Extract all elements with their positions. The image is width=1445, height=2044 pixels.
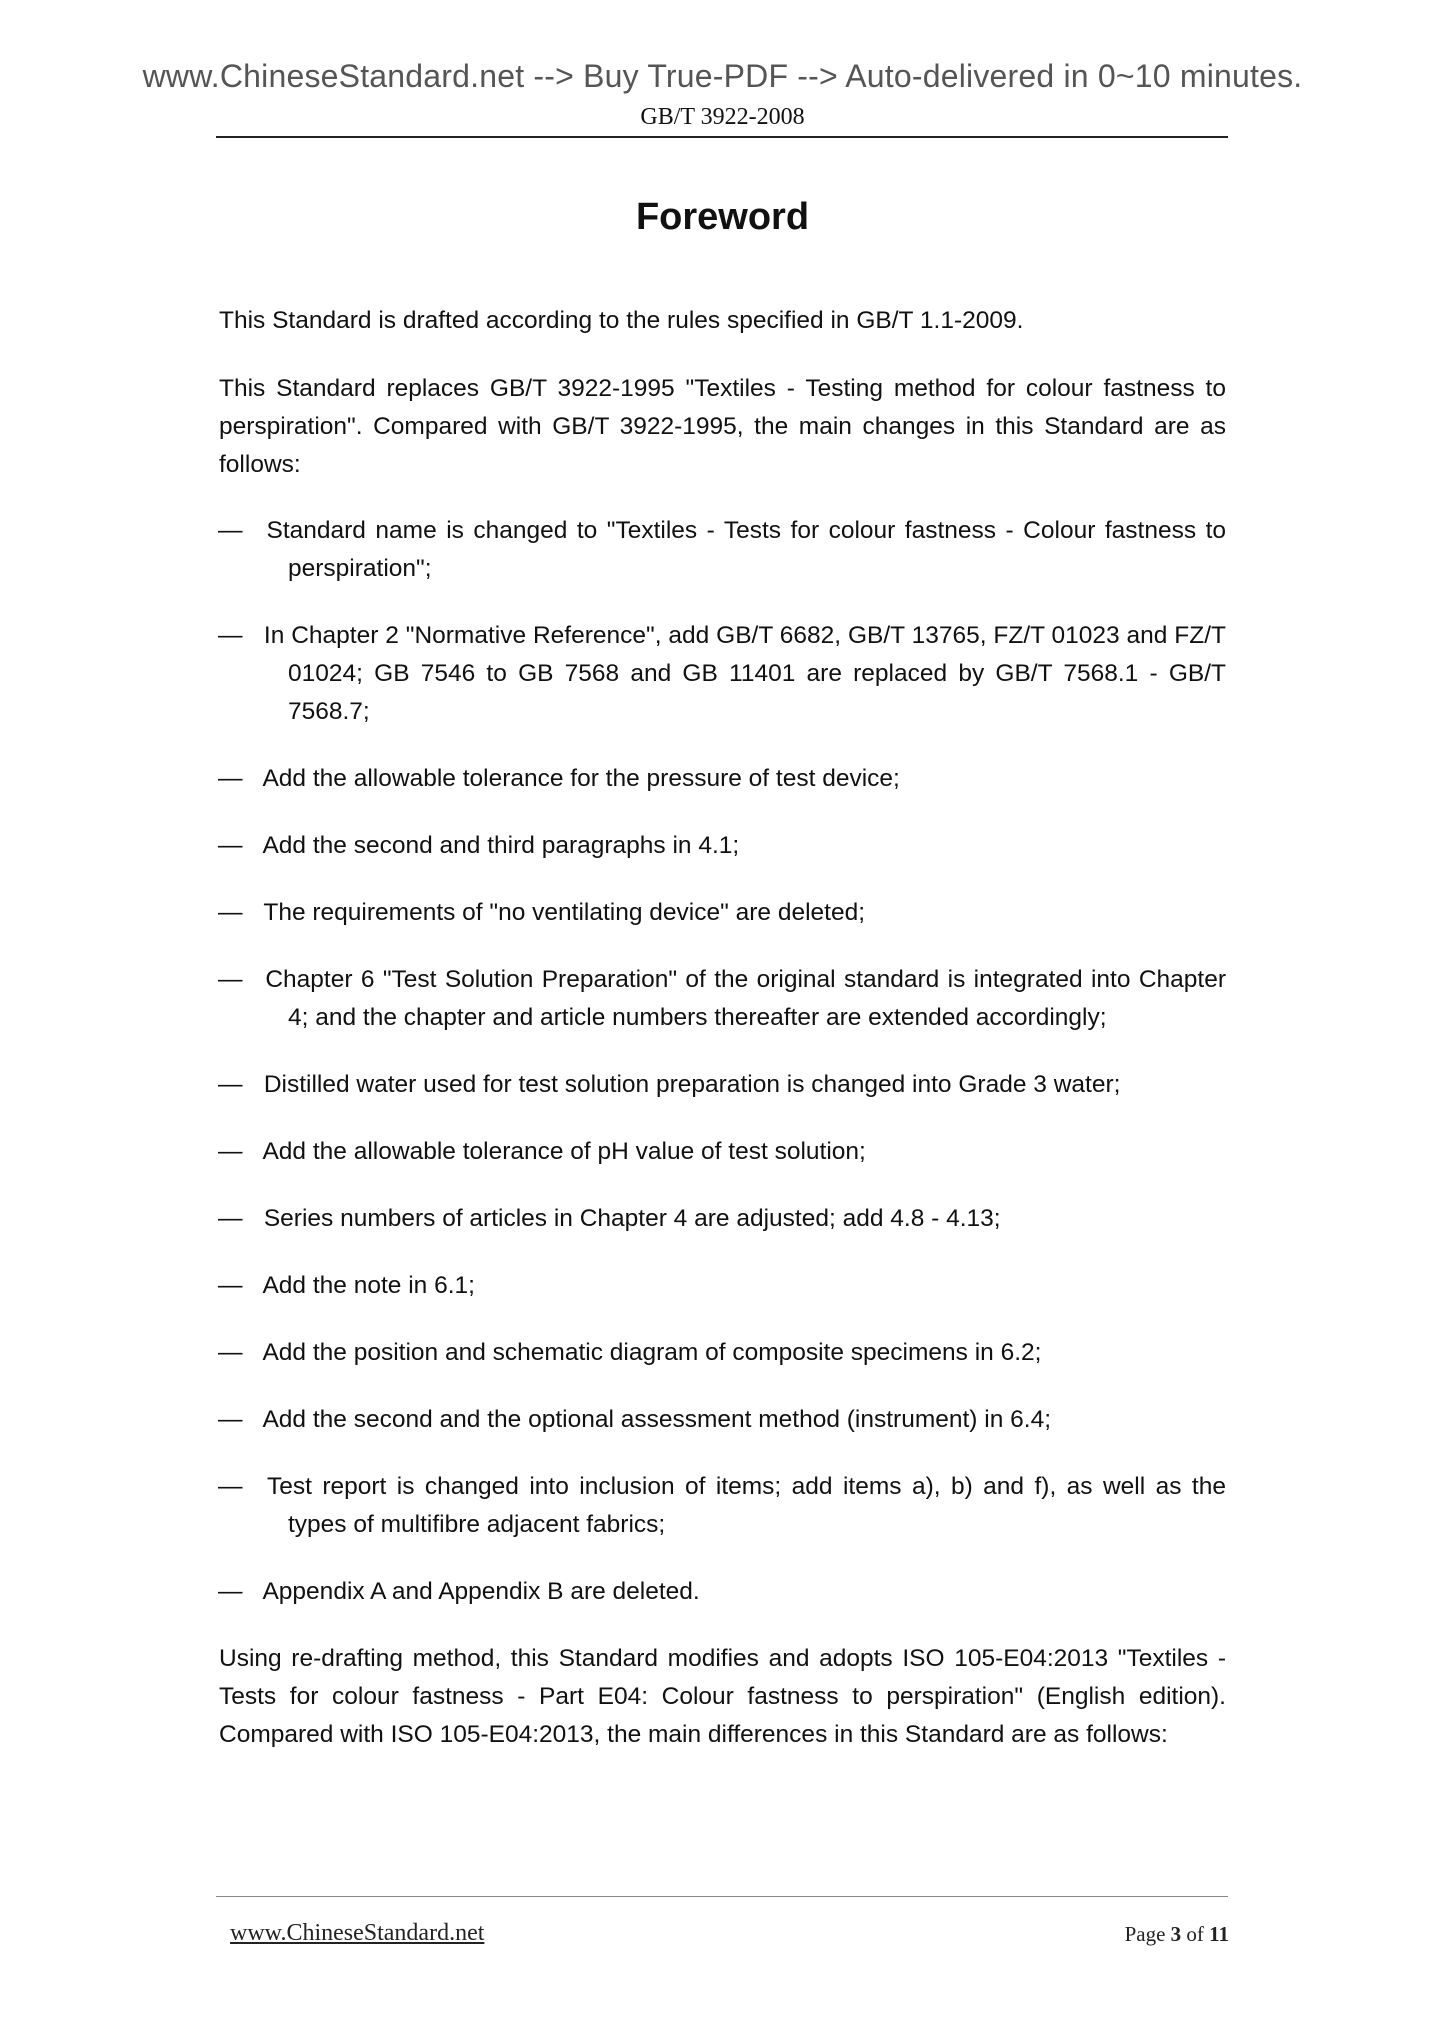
paragraph-drafting-rules: This Standard is drafted according to the rules specified in GB/T 1.1-2009. (219, 307, 1024, 334)
list-item-text: Series numbers of articles in Chapter 4 are adjusted; add 4.8 - 4.13; (263, 1205, 1001, 1232)
document-body (219, 302, 1226, 1782)
paragraph-iso-adoption: Using re-drafting method, this Standard modifies and adopts ISO 105-E04:2013 "Textiles - Tests for colour fastness - Part E04: Colour fastness to perspiration" (English edition). Compared with ISO 105-E04:2013, the main differences in this Standard are as follows: (219, 1645, 1226, 1748)
header-divider (216, 136, 1228, 138)
list-item-text: In Chapter 2 "Normative Reference", add GB/T 6682, GB/T 13765, FZ/T 01023 and FZ/T 01024; GB 7546 to GB 7568 and GB 11401 are replaced by GB/T 7568.1 - GB/T 7568.7; (263, 622, 1226, 725)
footer-divider (216, 1896, 1228, 1897)
list-item: — Add the allowable tolerance for the pressure of test device; (218, 765, 900, 792)
list-item: — Test report is changed into inclusion of items; add items a), b) and f), as well as the types of multifibre adjacent fabrics; (218, 1473, 1226, 1538)
list-item: — Add the allowable tolerance of pH value of test solution; (218, 1138, 866, 1165)
list-item: — Appendix A and Appendix B are deleted. (218, 1578, 700, 1605)
list-item-text: Appendix A and Appendix B are deleted. (262, 1578, 700, 1605)
standard-code: GB/T 3922-2008 (640, 104, 805, 130)
list-item: — Add the position and schematic diagram of composite specimens in 6.2; (218, 1339, 1042, 1366)
changes-list (219, 512, 1226, 1611)
list-item: — Add the second and third paragraphs in 4.1; (218, 832, 740, 859)
list-item: — Add the second and the optional assessment method (instrument) in 6.4; (218, 1406, 1052, 1433)
footer-site-link[interactable]: www.ChineseStandard.net (230, 1920, 485, 1946)
page-label: Page (1124, 1922, 1166, 1946)
page-title: Foreword (635, 196, 810, 238)
list-item: — In Chapter 2 "Normative Reference", add GB/T 6682, GB/T 13765, FZ/T 01023 and FZ/T 01024; GB 7546 to GB 7568 and GB 11401 are replaced by GB/T 7568.1 - GB/T 7568.7; (218, 622, 1226, 725)
list-item-text: Add the second and the optional assessment method (instrument) in 6.4; (262, 1406, 1052, 1433)
list-item: — Series numbers of articles in Chapter 4 are adjusted; add 4.8 - 4.13; (218, 1205, 1001, 1232)
page-total: 11 (1209, 1922, 1229, 1946)
page-of: of (1186, 1922, 1204, 1946)
list-item: — Chapter 6 "Test Solution Preparation" of the original standard is integrated into Chapter 4; and the chapter and article numbers thereafter are extended accordingly; (218, 966, 1226, 1031)
site-banner: www.ChineseStandard.net --> Buy True-PDF --> Auto-delivered in 0~10 minutes. (142, 58, 1303, 94)
list-item-text: Add the position and schematic diagram of composite specimens in 6.2; (262, 1339, 1042, 1366)
list-item: — Standard name is changed to "Textiles - Tests for colour fastness - Colour fastness to perspiration"; (218, 517, 1226, 582)
list-item-text: Add the note in 6.1; (262, 1272, 475, 1299)
list-item: — The requirements of "no ventilating device" are deleted; (218, 899, 866, 926)
list-item: — Distilled water used for test solution preparation is changed into Grade 3 water; (218, 1071, 1121, 1098)
list-item: — Add the note in 6.1; (218, 1272, 475, 1299)
list-item-text: Distilled water used for test solution preparation is changed into Grade 3 water; (263, 1071, 1121, 1098)
list-item-text: Chapter 6 "Test Solution Preparation" of the original standard is integrated into Chapter 4; and the chapter and article numbers thereafter are extended accordingly; (265, 966, 1226, 1031)
list-item-text: Test report is changed into inclusion of items; add items a), b) and f), as well as the types of multifibre adjacent fabrics; (267, 1473, 1226, 1538)
page-number (1125, 1922, 1229, 1947)
paragraph-replaces: This Standard replaces GB/T 3922-1995 "Textiles - Testing method for colour fastness to perspiration". Compared with GB/T 3922-1995, the main changes in this Standard are as follows: (219, 375, 1226, 478)
list-item-text: The requirements of "no ventilating device" are deleted; (263, 899, 866, 926)
list-item-text: Add the second and third paragraphs in 4.1; (262, 832, 740, 859)
list-item-text: Add the allowable tolerance of pH value of test solution; (262, 1138, 866, 1165)
page-current: 3 (1170, 1922, 1182, 1946)
list-item-text: Standard name is changed to "Textiles - Tests for colour fastness - Colour fastness to perspiration"; (266, 517, 1226, 582)
list-item-text: Add the allowable tolerance for the pressure of test device; (262, 765, 900, 792)
